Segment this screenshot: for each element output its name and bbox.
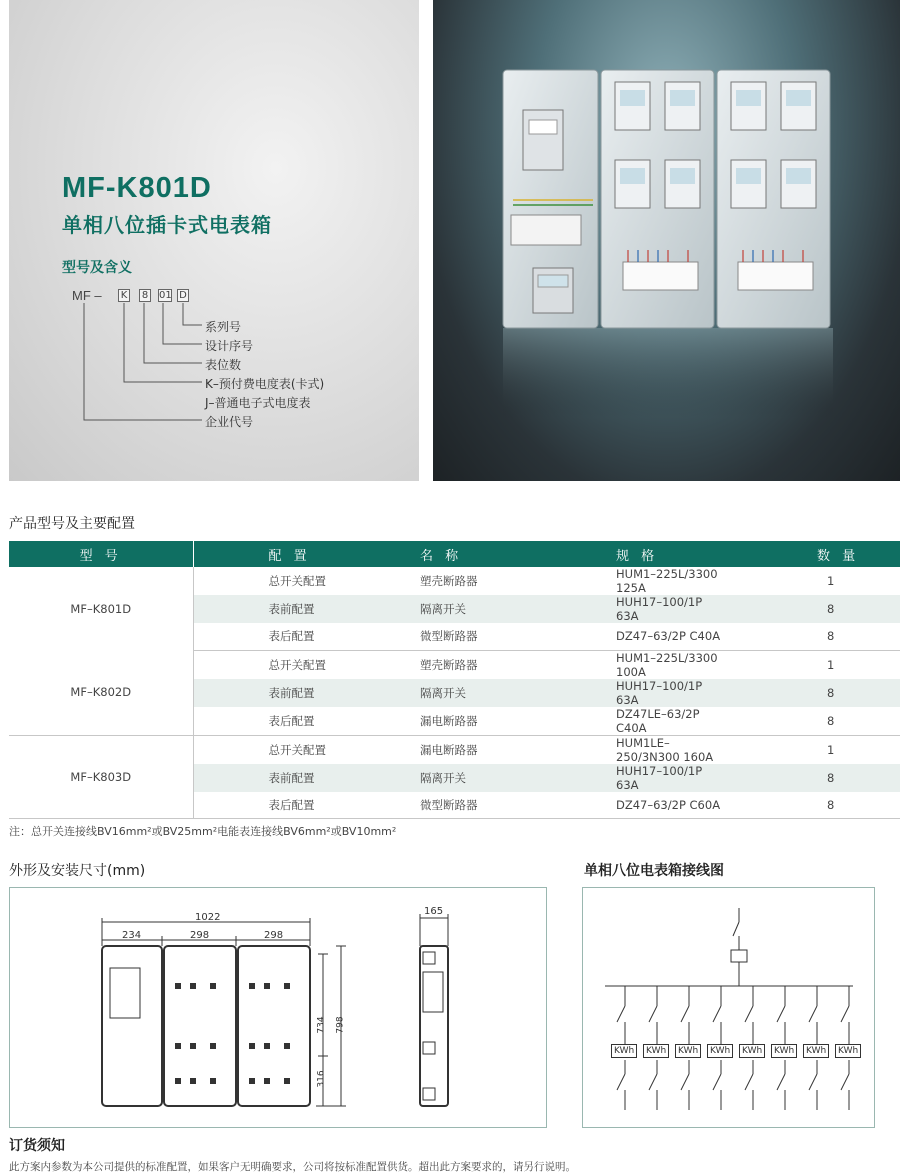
- dim-width-left: 234: [122, 930, 142, 941]
- legend-electronic: J–普通电子式电度表: [205, 396, 311, 410]
- config-section-title: 产品型号及主要配置: [9, 516, 135, 532]
- model-cell: MF–K803D: [9, 735, 193, 819]
- legend-prepaid: K–预付费电度表(卡式): [205, 377, 325, 391]
- qty-cell: 8: [727, 764, 900, 792]
- model-cell: MF–K801D: [9, 567, 193, 650]
- name-cell: 隔离开关: [344, 679, 529, 707]
- config-cell: 总开关配置: [268, 742, 326, 757]
- kwh-meter-label: KWh: [803, 1044, 829, 1058]
- name-cell: 隔离开关: [344, 595, 529, 623]
- table-row: [9, 735, 900, 764]
- config-cell: 表前配置: [193, 679, 344, 707]
- qty-cell: 8: [727, 679, 900, 707]
- wiring-diagram: [583, 888, 874, 1127]
- product-model-title: MF-K801D: [62, 172, 212, 204]
- col-qty: 数 量: [727, 541, 900, 567]
- config-cell: 表后配置: [193, 623, 344, 650]
- product-subtitle: 单相八位插卡式电表箱: [62, 213, 272, 237]
- code-box-d: D: [177, 289, 189, 302]
- dim-width-middle: 298: [190, 930, 210, 941]
- wiring-diagram-box: [582, 887, 875, 1128]
- config-cell: 总开关配置: [268, 657, 326, 672]
- legend-design-no: 设计序号: [205, 339, 254, 353]
- name-cell: 微型断路器: [344, 623, 529, 650]
- spec-cell: HUH17–100/1P 63A: [529, 679, 727, 707]
- dim-total-width: 1022: [195, 912, 221, 923]
- legend-series: 系列号: [205, 320, 242, 334]
- name-cell: 隔离开关: [344, 764, 529, 792]
- spec-cell: HUH17–100/1P 63A: [529, 595, 727, 623]
- config-cell: 表前配置: [193, 764, 344, 792]
- name-cell: 漏电断路器: [420, 742, 478, 757]
- spec-cell: HUH17–100/1P 63A: [529, 764, 727, 792]
- dim-depth: 165: [424, 906, 444, 917]
- code-box-8: 8: [139, 289, 151, 302]
- spec-cell: HUM1LE–250/3N300 160A: [616, 735, 714, 764]
- qty-cell: 1: [827, 657, 835, 672]
- dimension-drawing: [10, 888, 546, 1127]
- order-notes-title: 订货须知: [9, 1138, 65, 1154]
- code-prefix: MF –: [72, 288, 102, 303]
- kwh-meter-label: KWh: [643, 1044, 669, 1058]
- order-notes-text: 此方案内参数为本公司提供的标准配置，如果客户无明确要求，公司将按标准配置供货。超出此方案要求的，请另行说明。: [9, 1161, 576, 1173]
- qty-cell: 8: [727, 623, 900, 650]
- config-cell: 总开关配置: [268, 574, 326, 588]
- dims-title: 外形及安装尺寸(mm): [9, 863, 146, 879]
- naming-leader-lines: [0, 0, 420, 440]
- name-cell: 塑壳断路器: [420, 574, 478, 588]
- naming-title: 型号及含义: [62, 260, 132, 276]
- dim-height-734: 734: [316, 1016, 327, 1034]
- dim-height-798: 798: [335, 1016, 346, 1034]
- config-cell: 表前配置: [193, 595, 344, 623]
- col-model: 型 号: [9, 541, 193, 567]
- kwh-meter-label: KWh: [771, 1044, 797, 1058]
- spec-cell: DZ47–63/2P C40A: [529, 623, 727, 650]
- spec-cell: DZ47–63/2P C60A: [529, 792, 727, 819]
- qty-cell: 8: [727, 792, 900, 819]
- product-photo: [433, 0, 900, 481]
- model-cell: MF–K802D: [9, 650, 193, 735]
- kwh-meter-label: KWh: [835, 1044, 861, 1058]
- dim-height-316: 316: [316, 1070, 327, 1088]
- qty-cell: 8: [727, 707, 900, 736]
- config-cell: 表后配置: [193, 792, 344, 819]
- col-spec: 规 格: [529, 541, 727, 567]
- spec-cell: HUM1–225L/3300 125A: [616, 567, 718, 595]
- kwh-meter-label: KWh: [611, 1044, 637, 1058]
- config-table: [9, 541, 900, 819]
- code-box-01: 01: [159, 290, 172, 301]
- spec-cell: DZ47LE–63/2P C40A: [529, 707, 727, 736]
- qty-cell: 8: [727, 595, 900, 623]
- dim-width-right: 298: [264, 930, 284, 941]
- qty-cell: 1: [827, 742, 835, 757]
- qty-cell: 1: [827, 574, 835, 588]
- kwh-meter-label: KWh: [675, 1044, 701, 1058]
- kwh-meter-label: KWh: [739, 1044, 765, 1058]
- wiring-note: 注：总开关连接线BV16mm²或BV25mm²电能表连接线BV6mm²或BV10mm²: [9, 825, 397, 838]
- config-cell: 表后配置: [193, 707, 344, 736]
- code-box-k: K: [118, 289, 130, 302]
- name-cell: 微型断路器: [344, 792, 529, 819]
- dims-drawing-box: [9, 887, 547, 1128]
- spec-cell: HUM1–225L/3300 100A: [616, 650, 718, 679]
- name-cell: 漏电断路器: [344, 707, 529, 736]
- col-name: 名 称: [344, 541, 529, 567]
- legend-meter-count: 表位数: [205, 358, 242, 372]
- table-row: [9, 567, 900, 595]
- col-config: 配 置: [193, 541, 344, 567]
- wiring-title: 单相八位电表箱接线图: [584, 863, 724, 879]
- name-cell: 塑壳断路器: [420, 657, 478, 672]
- kwh-meter-label: KWh: [707, 1044, 733, 1058]
- meter-box-illustration: [433, 0, 900, 481]
- table-row: [9, 650, 900, 679]
- legend-company: 企业代号: [205, 415, 254, 429]
- table-header-row: [9, 541, 900, 567]
